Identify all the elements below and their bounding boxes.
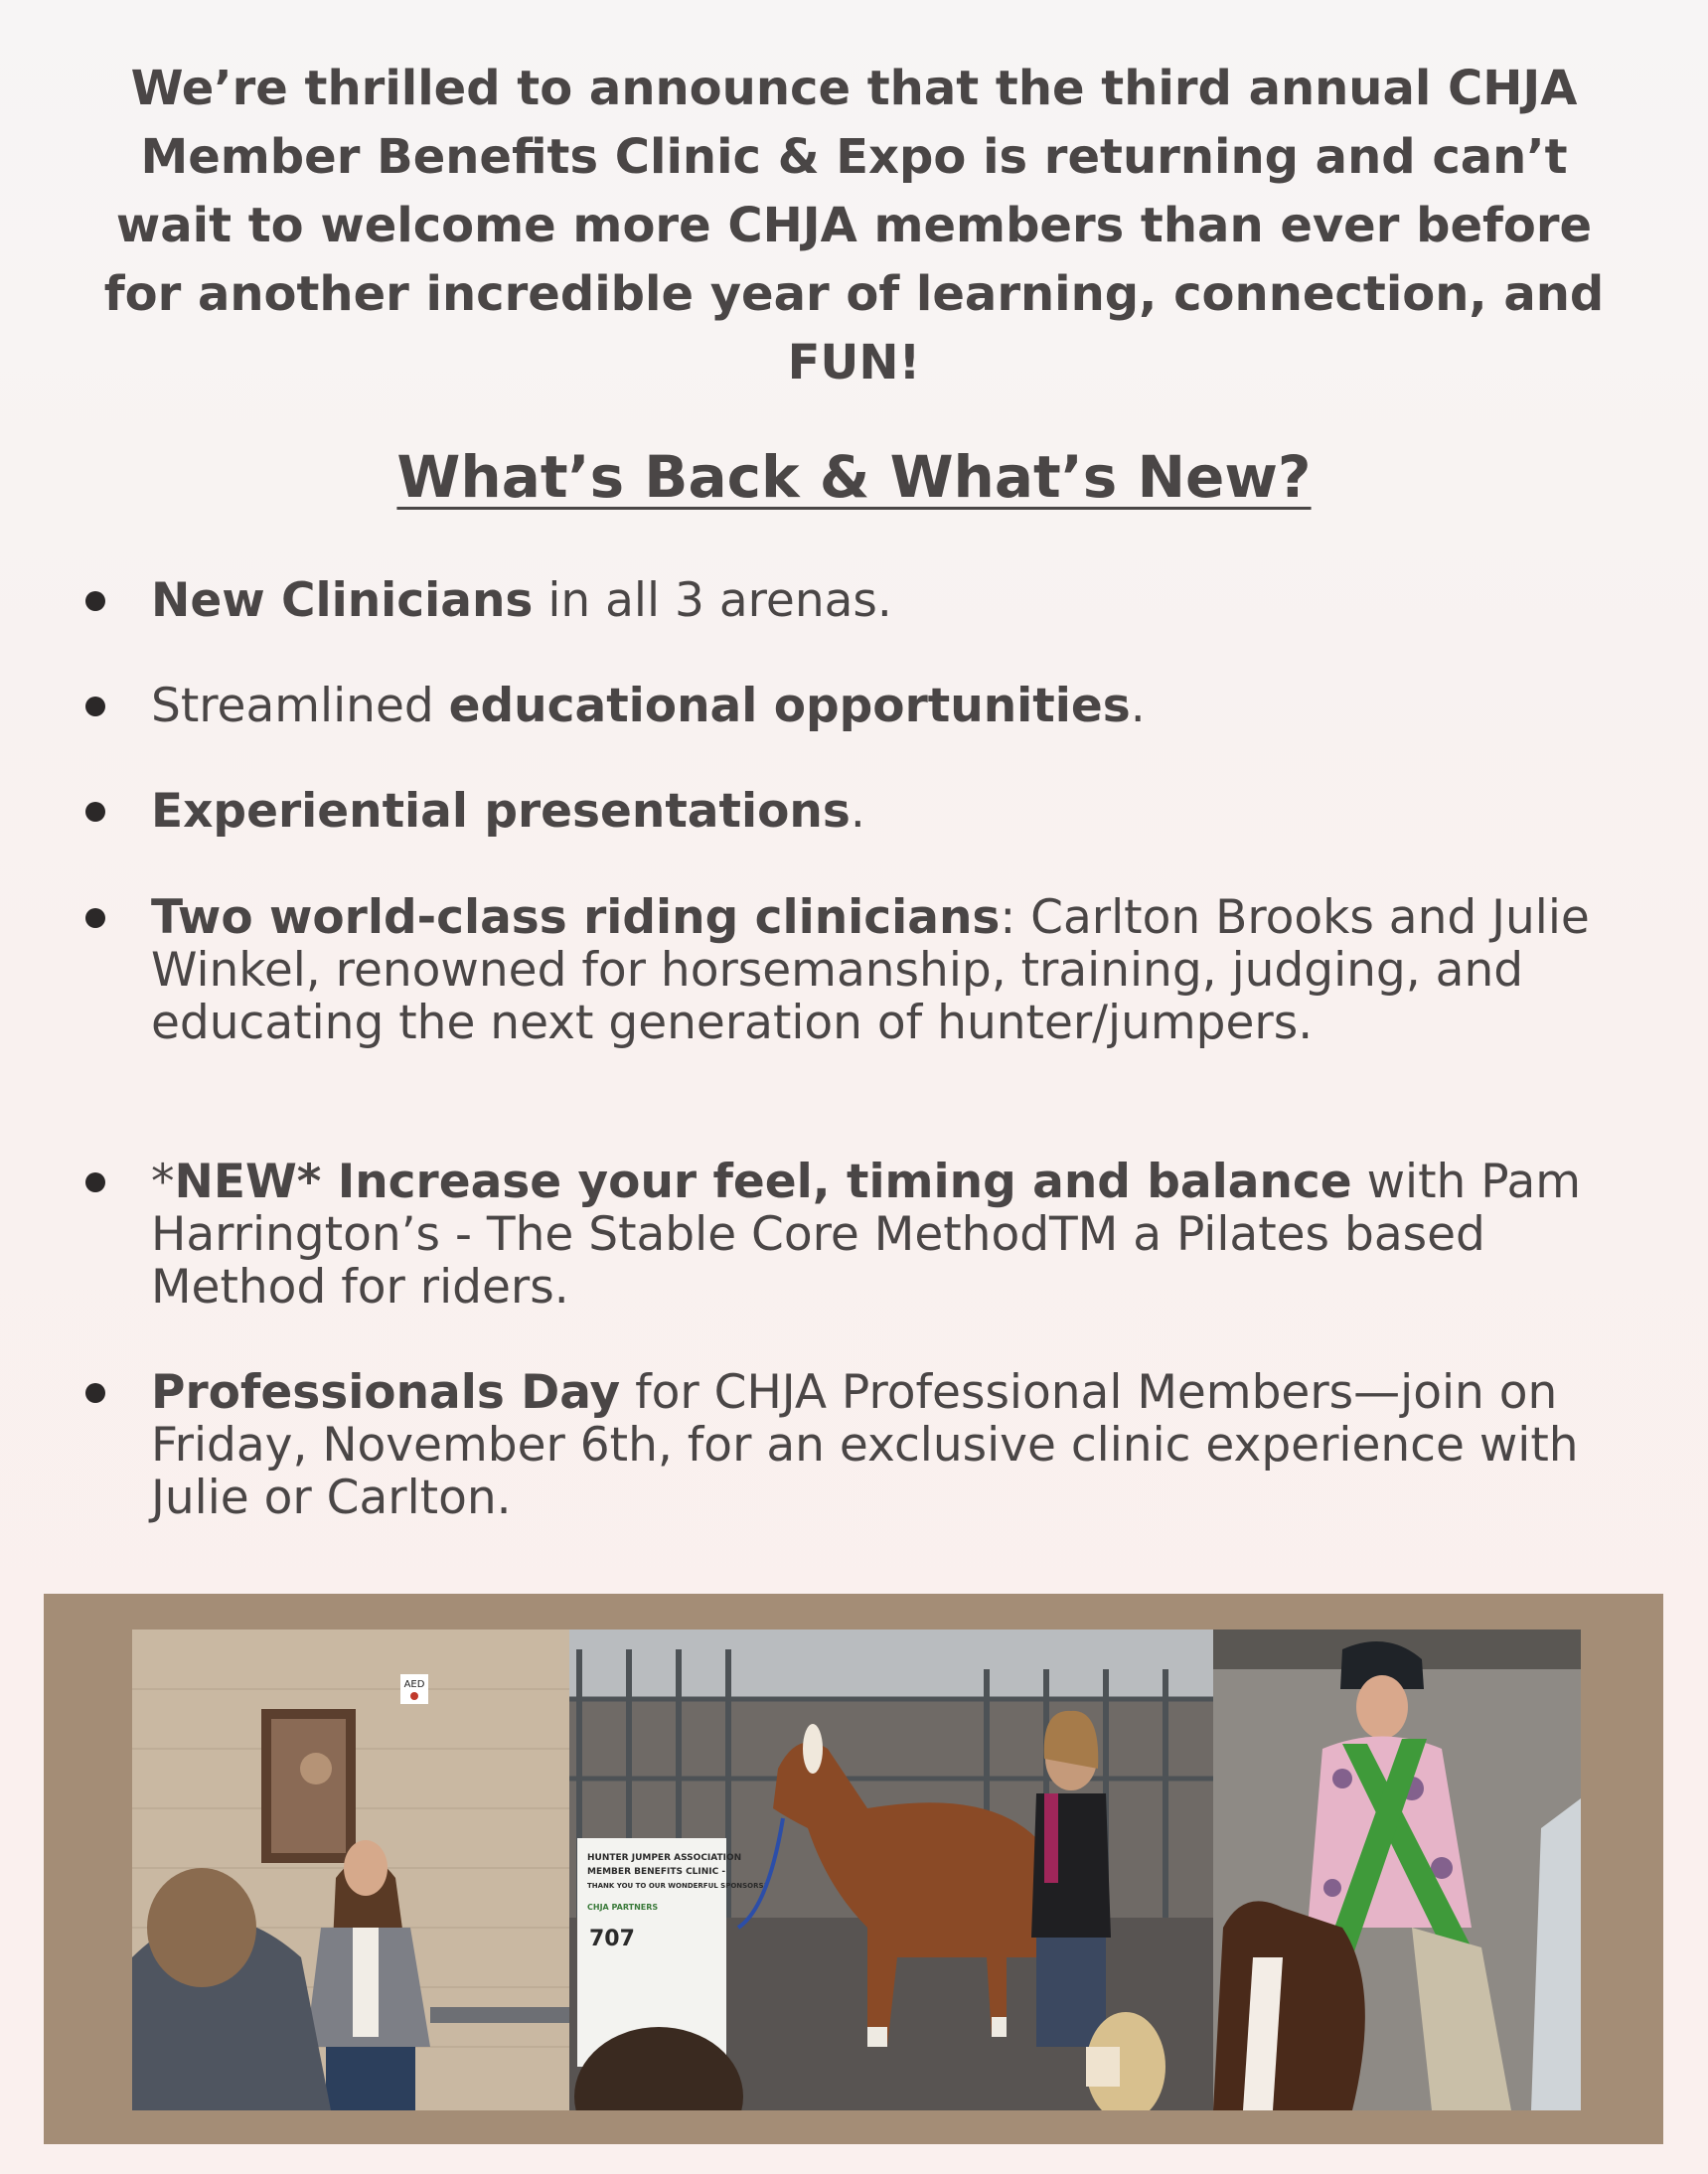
item-bold-text: educational opportunities bbox=[448, 679, 1131, 733]
item-text: Streamlined bbox=[151, 679, 449, 733]
photo-rider-sash bbox=[1213, 1630, 1581, 2110]
bullet-icon bbox=[85, 802, 105, 822]
bullet-icon bbox=[85, 591, 105, 611]
list-item bbox=[151, 574, 1622, 627]
photo-presenter-horse-image bbox=[569, 1630, 1213, 2110]
item-text: . bbox=[850, 784, 865, 839]
sign-line-1: HUNTER JUMPER ASSOCIATION bbox=[587, 1853, 742, 1863]
bullet-icon bbox=[85, 1383, 105, 1403]
item-bold-text: Experiential presentations bbox=[151, 784, 851, 839]
sign-line-3: THANK YOU TO OUR WONDERFUL SPONSORS! bbox=[587, 1882, 767, 1890]
photo-clinician-seated bbox=[132, 1630, 569, 2110]
item-text: : Carlton Brooks and Julie Winkel, renowned for horsemanship, training, judging, and educating the next generation of hunter/jumpers. bbox=[151, 890, 1590, 1050]
sign-line-5: 707 bbox=[589, 1927, 635, 1951]
sign-line-4: CHJA PARTNERS bbox=[587, 1903, 659, 1912]
item-bold-text: New Clinicians bbox=[151, 573, 534, 628]
section-heading: What’s Back & What’s New? bbox=[396, 443, 1312, 511]
aed-sign-label: AED bbox=[403, 1679, 425, 1690]
item-text: for CHJA Professional Members—join on Friday, November 6th, for an exclusive clinic experience with Julie or Carlton. bbox=[151, 1365, 1579, 1525]
list-item bbox=[151, 891, 1622, 1049]
sign-line-2: MEMBER BENEFITS CLINIC - bbox=[587, 1867, 726, 1877]
bullet-icon bbox=[85, 908, 105, 928]
item-bold-text: Two world-class riding clinicians bbox=[151, 890, 1001, 945]
item-text: in all 3 arenas. bbox=[533, 573, 892, 628]
bullet-icon bbox=[85, 697, 105, 716]
item-text: * bbox=[151, 1155, 175, 1209]
item-text: . bbox=[1130, 679, 1146, 733]
list-item bbox=[151, 785, 1622, 838]
list-item bbox=[151, 1366, 1622, 1524]
list-item bbox=[151, 1156, 1622, 1314]
photo-clinician-seated-image bbox=[132, 1630, 569, 2110]
list-item bbox=[151, 680, 1622, 732]
photo-presenter-horse bbox=[569, 1630, 1213, 2110]
item-text: with Pam Harrington’s - The Stable Core MethodTM a Pilates based Method for riders. bbox=[151, 1155, 1582, 1315]
photo-rider-sash-image bbox=[1213, 1630, 1581, 2110]
photo-panel bbox=[44, 1594, 1663, 2144]
item-bold-text: Professionals Day bbox=[151, 1365, 621, 1420]
item-bold-text: NEW* Increase your feel, timing and balance bbox=[174, 1155, 1352, 1209]
bullet-icon bbox=[85, 1172, 105, 1192]
intro-paragraph: We’re thrilled to announce that the third annual CHJA Member Benefits Clinic & Expo is returning and can’t wait to welcome more CHJA members than ever before for another incredible year of learning, connection, and FUN! bbox=[103, 61, 1605, 390]
